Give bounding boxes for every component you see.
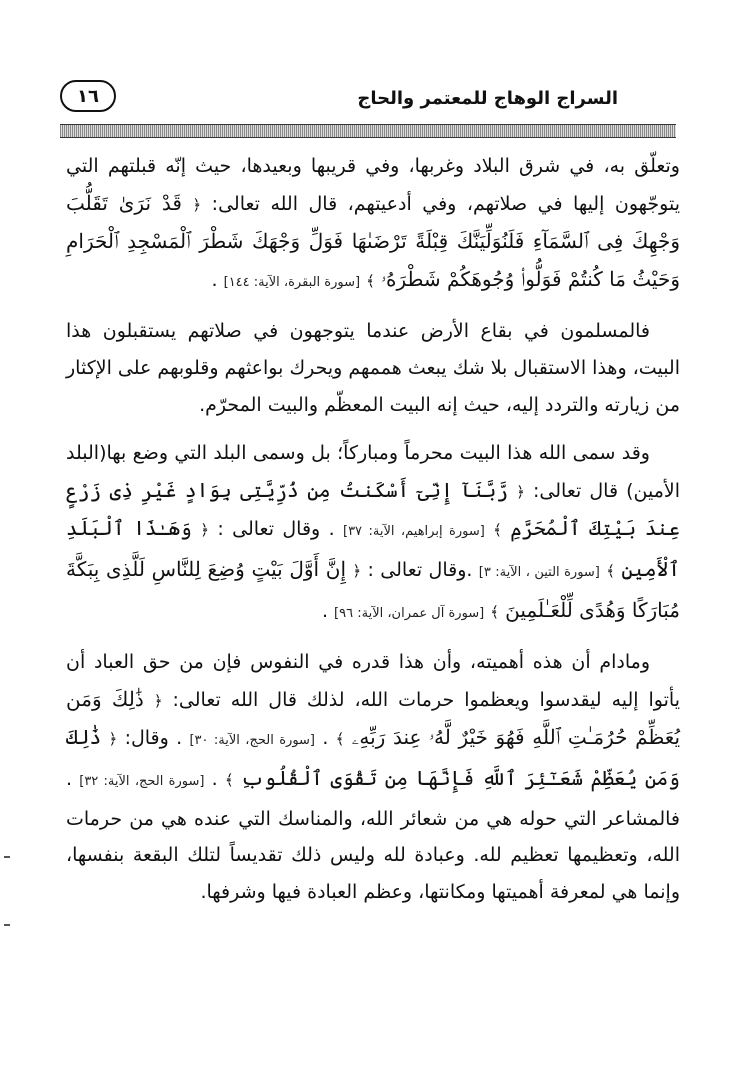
verse-close-bracket: ﴾ [366, 271, 375, 290]
text-run: . [204, 767, 218, 790]
verse-reference: [سورة آل عمران، الآية: ٩٦] [334, 605, 485, 621]
verse-reference: [سورة الحج، الآية: ٣٠] [189, 733, 316, 749]
paragraph-1 [66, 148, 680, 301]
text-run: . [321, 599, 328, 622]
header-rule [60, 124, 676, 138]
paragraph-2: فالمسلمون في بقاع الأرض عندما يتوجهون في صلاتهم يستقبلون هذا البيت، وهذا الاستقبال بلا شك يبعث هممهم ويحرك بواعثهم وقلوبهم على الإكثار من زيارته والتردد إليه، حيث إنه البيت المعظّم والبيت المحرّم. [66, 320, 680, 416]
running-title: السراج الوهاج للمعتمر والحاج [357, 88, 618, 109]
quran-verse: رَّبَّنَآ إِنِّىٓ أَسْكَنتُ مِن ذُرِّيَّتِى بِوَادٍ غَيْرِ ذِى زَرْعٍ عِندَ بَيْتِكَ ٱلْمُحَرَّمِ [66, 477, 680, 541]
text-run: . [315, 727, 329, 750]
text-run: . فالمشاعر التي حوله هي من شعائر الله، والمناسك التي عنده هي من حرمات الله، وتعظيمها تعظيم لله. وعبادة لله وليس ذلك تقديساً لتلك البقعة بنفسها، وإنما هي لمعرفة أهميتها ومكانتها، وعظم العبادة فيها وشرفها. [66, 767, 680, 903]
text-run: . وقال تعالى : [209, 518, 335, 541]
text-run: . [211, 268, 218, 291]
verse-close-bracket: ﴾ [224, 770, 234, 789]
quran-verse: قَدْ نَرَىٰ تَقَلُّبَ وَجْهِكَ فِى ٱلسَّمَآءِ فَلَنُوَلِّيَنَّكَ قِبْلَةً تَرْضَىٰهَا فَوَلِّ وَجْهَكَ شَطْرَ ٱلْمَسْجِدِ ٱلْحَرَامِ وَحَيْثُ مَا كُنتُمْ فَوَلُّوا۟ وُجُوهَكُمْ شَطْرَهُۥ [66, 190, 680, 291]
verse-reference: [سورة إبراهيم، الآية: ٣٧] [342, 524, 485, 540]
text-run: . وقال: [117, 727, 183, 750]
margin-scan-mark [4, 856, 10, 858]
margin-scan-mark [4, 924, 10, 926]
verse-close-bracket: ﴾ [493, 521, 502, 540]
text-run: ومادام أن هذه أهميته، وأن هذا قدره في النفوس فإن من حق العباد أن يأتوا إليه ليقدسوا ويعظموا حرمات الله، لذلك قال الله تعالى: [66, 651, 680, 711]
verse-close-bracket: ﴾ [490, 602, 500, 621]
paragraph-3 [66, 435, 680, 632]
quran-verse: وَهَـٰذَا ٱلْبَلَدِ ٱلْأَمِينِ [66, 516, 680, 581]
verse-open-bracket: ﴿ [200, 521, 210, 540]
text-run: وتعلّق به، في شرق البلاد وغربها، وفي قريبها وبعيدها، حيث إنّه قبلتهم التي يتوجّهون إليها في صلاتهم، وفي أدعيتهم، قال الله تعالى: [66, 155, 680, 215]
quran-verse: إِنَّ أَوَّلَ بَيْتٍ وُضِعَ لِلنَّاسِ لَلَّذِى بِبَكَّةَ مُبَارَكًا وَهُدًى لِّلْعَـٰلَمِينَ [66, 556, 680, 622]
paragraph-4 [66, 644, 680, 910]
verse-reference: [سورة التين ، الآية: ٣] [478, 564, 600, 580]
body-text [66, 148, 680, 910]
verse-reference: [سورة الحج، الآية: ٣٢] [79, 773, 205, 789]
page-number: ١٦ [60, 80, 116, 112]
verse-open-bracket: ﴿ [192, 195, 202, 214]
verse-close-bracket: ﴾ [606, 561, 616, 580]
quran-verse: ذَٰلِكَ وَمَن يُعَظِّمْ حُرُمَـٰتِ ٱللَّهِ فَهُوَ خَيْرٌ لَّهُۥ عِندَ رَبِّهِۦ [66, 686, 681, 750]
page-header [60, 78, 676, 118]
verse-open-bracket: ﴿ [108, 730, 118, 749]
verse-open-bracket: ﴿ [153, 691, 163, 710]
quran-verse: ذَٰلِكَ وَمَن يُعَظِّمْ شَعَـٰٓئِرَ ٱللَّهِ فَإِنَّهَا مِن تَقْوَى ٱلْقُلُوبِ [66, 725, 680, 790]
verse-reference: [سورة البقرة، الآية: ١٤٤] [223, 274, 361, 290]
text-run: وقد سمى الله هذا البيت محرماً ومباركاً؛ بل وسمى البلد التي وضع بها(البلد الأمين) قال تعالى: [66, 442, 681, 502]
text-run: .وقال تعالى : [361, 558, 473, 581]
verse-open-bracket: ﴿ [352, 561, 362, 580]
verse-close-bracket: ﴾ [335, 730, 345, 749]
verse-open-bracket: ﴿ [516, 482, 525, 501]
